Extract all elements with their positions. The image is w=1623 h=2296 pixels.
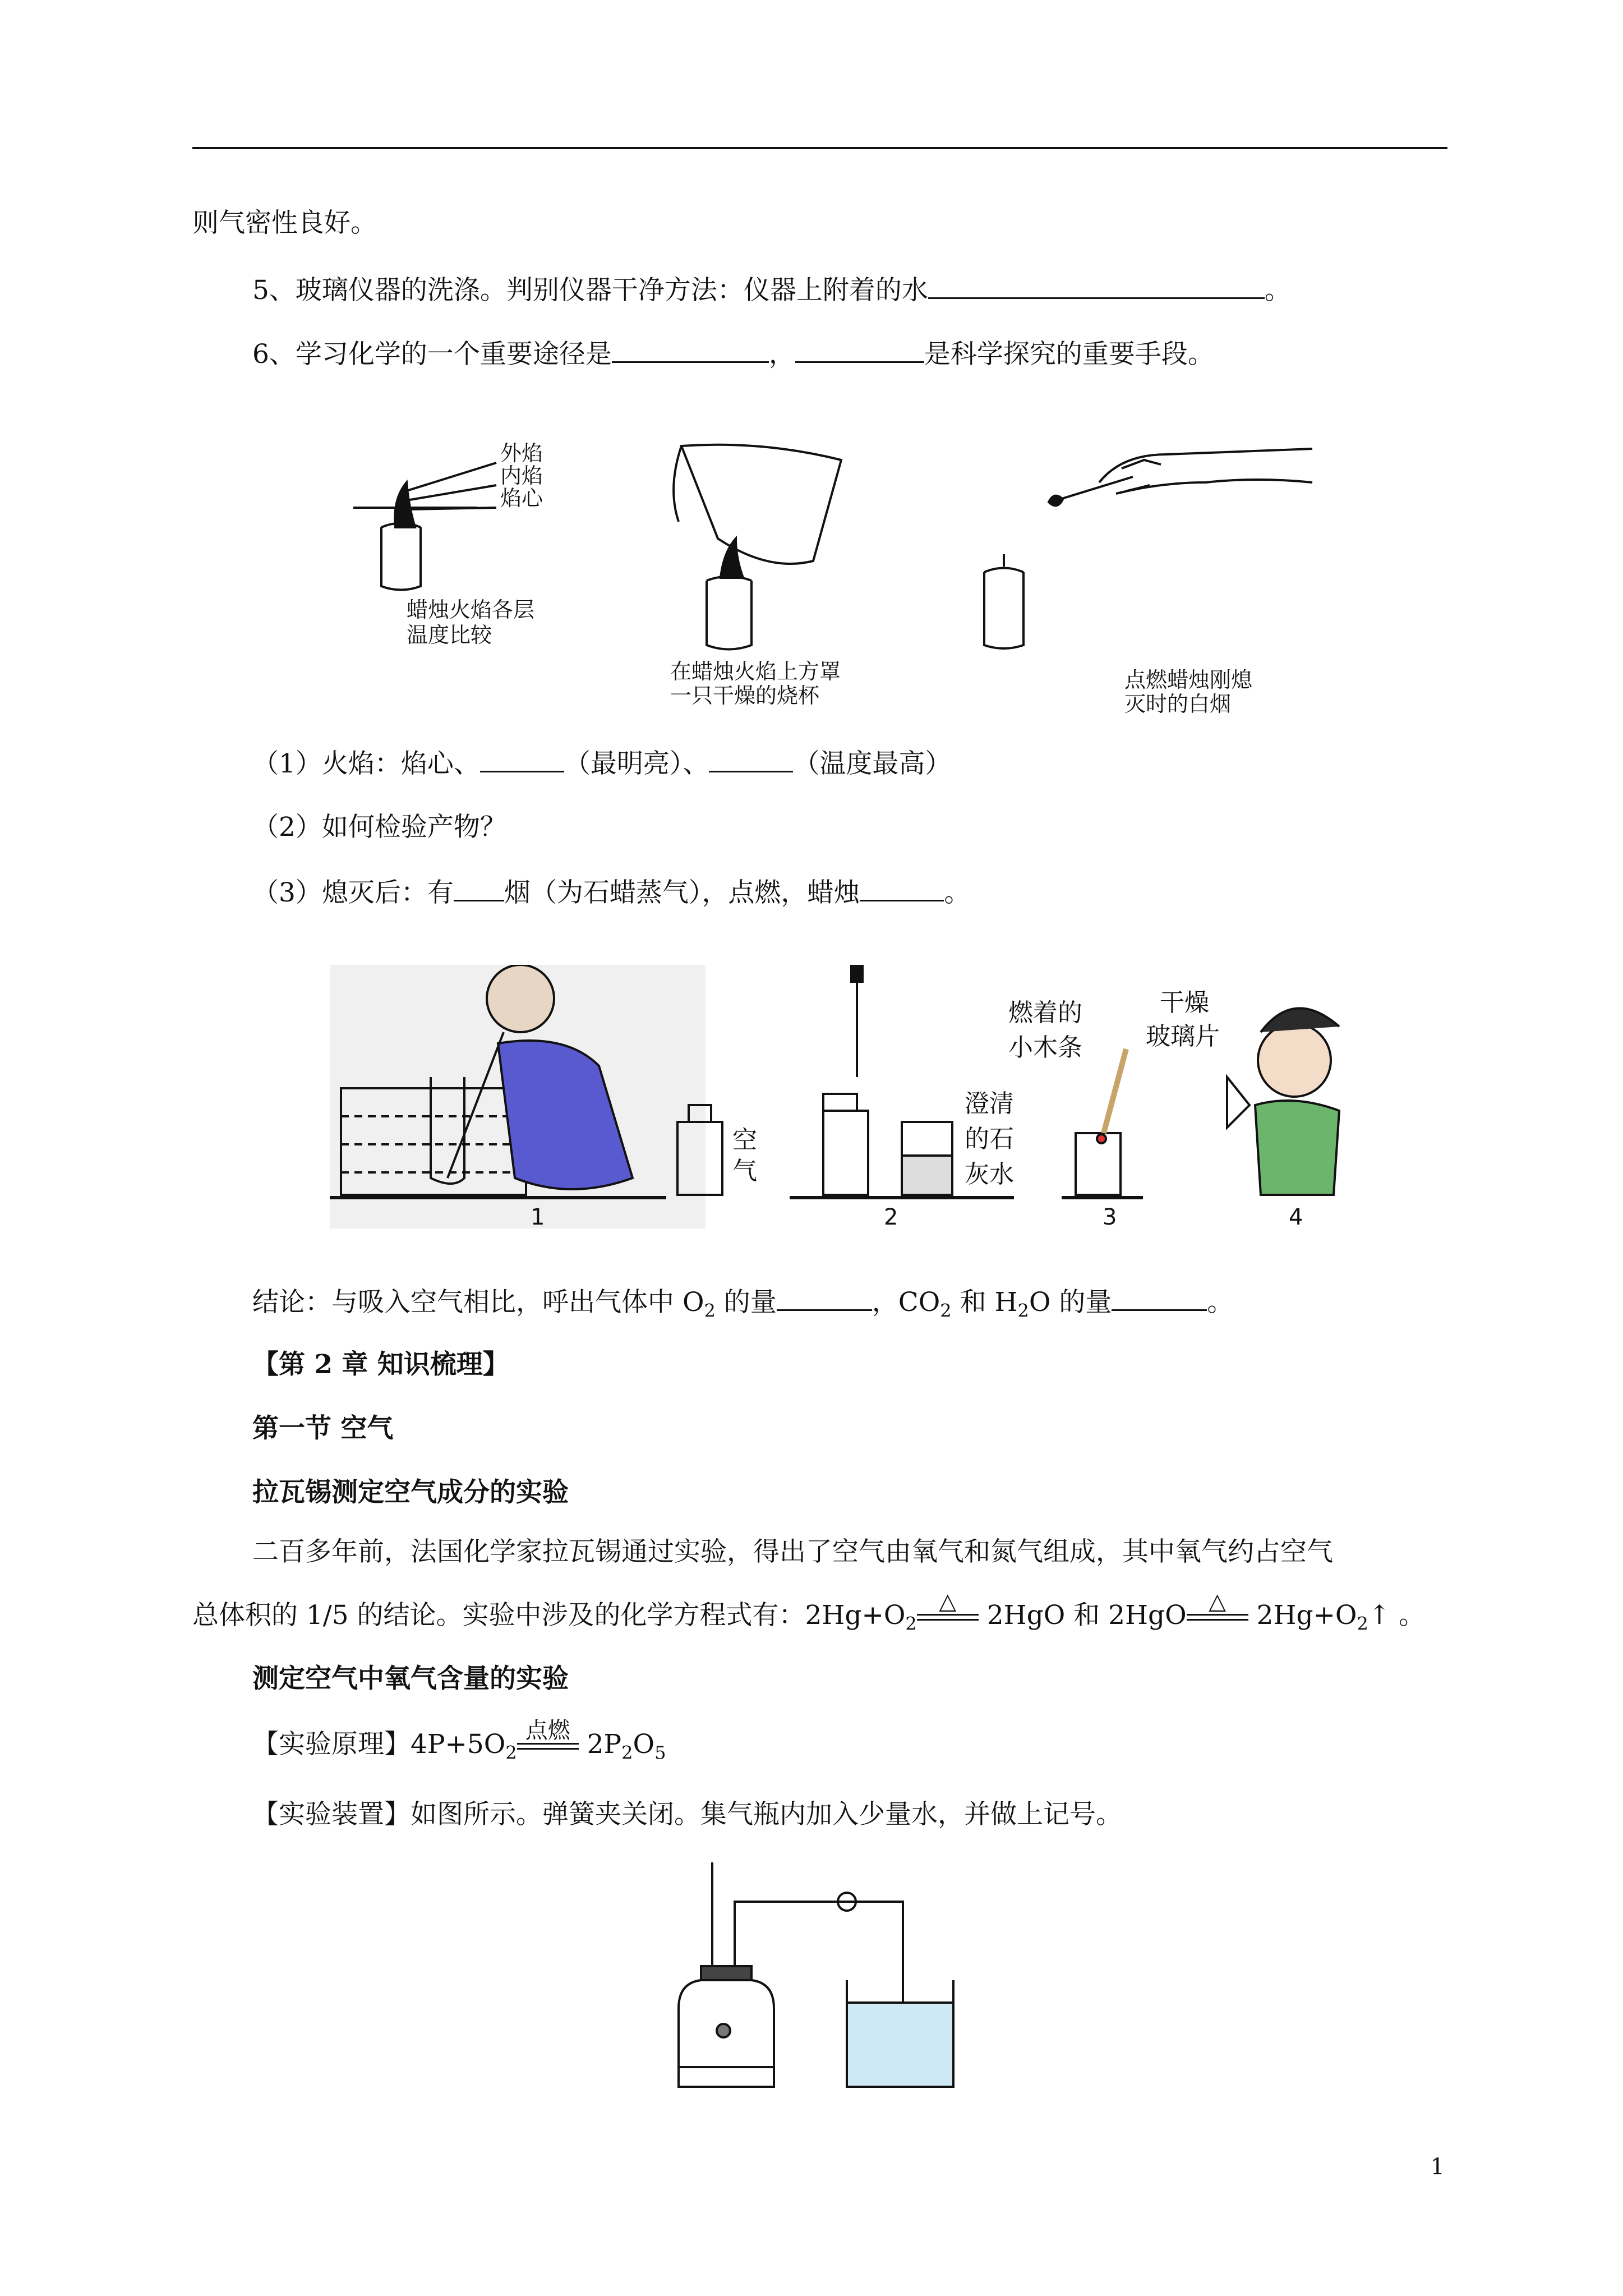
- item-6-post: 是科学探究的重要手段。: [924, 339, 1214, 370]
- label-air-1: 空: [732, 1126, 757, 1154]
- question-3-end: 。: [944, 877, 971, 908]
- conclusion-pre: 结论：与吸入空气相比，呼出气体中 O: [252, 1287, 704, 1318]
- chapter-2-title: 【第 2 章 知识梳理】: [252, 1349, 509, 1380]
- label-stick-1: 燃着的: [1008, 999, 1082, 1027]
- panel-4: [1227, 1008, 1339, 1195]
- blank: [928, 273, 1265, 299]
- question-3-mid: 烟（为石蜡蒸气），点燃，蜡烛: [504, 877, 860, 908]
- paragraph-continuation: 则气密性良好。: [192, 208, 377, 238]
- blank: [709, 746, 793, 772]
- panel-number-3: 3: [1103, 1204, 1117, 1230]
- ignite-label: 点燃: [525, 1718, 570, 1743]
- item-5-end: 。: [1264, 275, 1291, 306]
- subscript: 5: [654, 1742, 666, 1764]
- subscript: 2: [1017, 1300, 1029, 1322]
- section-1-title: 第一节 空气: [252, 1413, 394, 1444]
- lavoisier-text: 总体积的 1/5 的结论。实验中涉及的化学方程式有：2Hg+O: [192, 1600, 906, 1631]
- oxygen-content-title: 测定空气中氧气含量的实验: [252, 1663, 569, 1694]
- subscript: 2: [905, 1613, 917, 1635]
- label-glass-2: 玻璃片: [1146, 1022, 1220, 1051]
- conclusion: [252, 1285, 1233, 1327]
- lavoisier-text: 2Hg+O: [1248, 1600, 1357, 1631]
- header-rule: [192, 147, 1447, 149]
- panel-number-1: 1: [531, 1204, 545, 1230]
- heat-condition: [1187, 1589, 1248, 1624]
- label-limewater-1: 澄清: [965, 1089, 1014, 1118]
- label-stick-2: 小木条: [1008, 1033, 1082, 1062]
- panel-number-4: 4: [1289, 1204, 1303, 1230]
- label-flame-core: 焰心: [500, 486, 543, 510]
- lavoisier-end: ↑ 。: [1368, 1600, 1426, 1631]
- item-5: [252, 273, 1291, 307]
- blank: [860, 875, 944, 901]
- blank: [1112, 1285, 1207, 1311]
- phosphorus-spoon: [717, 2024, 730, 2037]
- blank: [612, 337, 769, 363]
- label-inner-flame: 内焰: [500, 463, 543, 488]
- question-1-pre: （1）火焰：焰心、: [252, 748, 480, 779]
- apparatus-figure: [667, 1862, 970, 2098]
- panel-3: [1062, 1049, 1143, 1198]
- question-3: [252, 875, 970, 910]
- subscript: 2: [940, 1300, 952, 1322]
- delta-symbol: △: [1209, 1589, 1226, 1614]
- lavoisier-title: 拉瓦锡测定空气成分的实验: [252, 1477, 569, 1508]
- question-3-pre: （3）熄灭后：有: [252, 877, 454, 908]
- item-5-text: 5、玻璃仪器的洗涤。判别仪器干净方法：仪器上附着的水: [252, 275, 928, 306]
- conclusion-text: O 的量: [1029, 1287, 1112, 1318]
- panel-number-2: 2: [884, 1204, 898, 1230]
- subscript: 2: [704, 1300, 716, 1322]
- label-air-2: 气: [732, 1157, 757, 1185]
- conclusion-text: ，CO: [872, 1287, 940, 1318]
- blank: [454, 875, 504, 901]
- question-1: [252, 746, 951, 781]
- candle-1: [353, 463, 496, 590]
- subscript: 2: [1357, 1613, 1368, 1635]
- blank: [480, 746, 564, 772]
- heat-condition: [917, 1589, 979, 1624]
- caption-candle-3-line1: 点燃蜡烛刚熄: [1124, 668, 1253, 692]
- subscript: 2: [621, 1742, 633, 1764]
- blank: [795, 337, 924, 363]
- caption-candle-2-line2: 一只干燥的烧杯: [670, 683, 820, 708]
- question-2: （2）如何检验产物？: [252, 812, 506, 843]
- label-limewater-3: 灰水: [965, 1160, 1014, 1189]
- beaker-water: [848, 2003, 952, 2086]
- label-limewater-2: 的石: [965, 1125, 1014, 1153]
- item-6-mid: ，: [768, 339, 795, 370]
- candle-2: [674, 445, 841, 650]
- lavoisier-text: 2HgO 和 2HgO: [978, 1600, 1187, 1631]
- item-6: [252, 337, 1214, 371]
- question-1-post: （温度最高）: [793, 748, 952, 779]
- principle-text: 2P: [578, 1729, 622, 1760]
- caption-candle-3-line2: 灭时的白烟: [1124, 692, 1232, 716]
- label-outer-flame: 外焰: [500, 441, 543, 466]
- breath-experiment-figure: [330, 965, 1350, 1234]
- conclusion-text: 和 H: [951, 1287, 1018, 1318]
- label-glass-1: 干燥: [1160, 988, 1209, 1017]
- caption-candle-1-line2: 温度比较: [407, 623, 492, 647]
- ignition-condition: [517, 1718, 579, 1753]
- principle-text: O: [633, 1729, 655, 1760]
- experiment-principle: [252, 1718, 666, 1769]
- lavoisier-paragraph-line1: 二百多年前，法国化学家拉瓦锡通过实验，得出了空气由氧气和氮气组成，其中氧气约占空气: [252, 1536, 1333, 1567]
- item-6-pre: 6、学习化学的一个重要途径是: [252, 339, 612, 370]
- page-number: 1: [1430, 2154, 1445, 2180]
- blank: [777, 1285, 872, 1311]
- conclusion-text: 的量: [715, 1287, 777, 1318]
- principle-text: 【实验原理】4P+5O: [252, 1729, 506, 1760]
- candle-figure: [336, 438, 1357, 729]
- lavoisier-paragraph-line2: [192, 1589, 1426, 1640]
- conclusion-end: 。: [1207, 1287, 1234, 1318]
- subscript: 2: [505, 1742, 517, 1764]
- experiment-apparatus: 【实验装置】如图所示。弹簧夹关闭。集气瓶内加入少量水，并做上记号。: [252, 1799, 1122, 1830]
- delta-symbol: △: [939, 1589, 957, 1614]
- caption-candle-2-line1: 在蜡烛火焰上方罩: [670, 659, 841, 684]
- stopper: [701, 1966, 751, 1980]
- question-1-mid: （最明亮）、: [564, 748, 709, 779]
- caption-candle-1-line1: 蜡烛火焰各层: [407, 597, 535, 622]
- candle-3: [984, 449, 1312, 648]
